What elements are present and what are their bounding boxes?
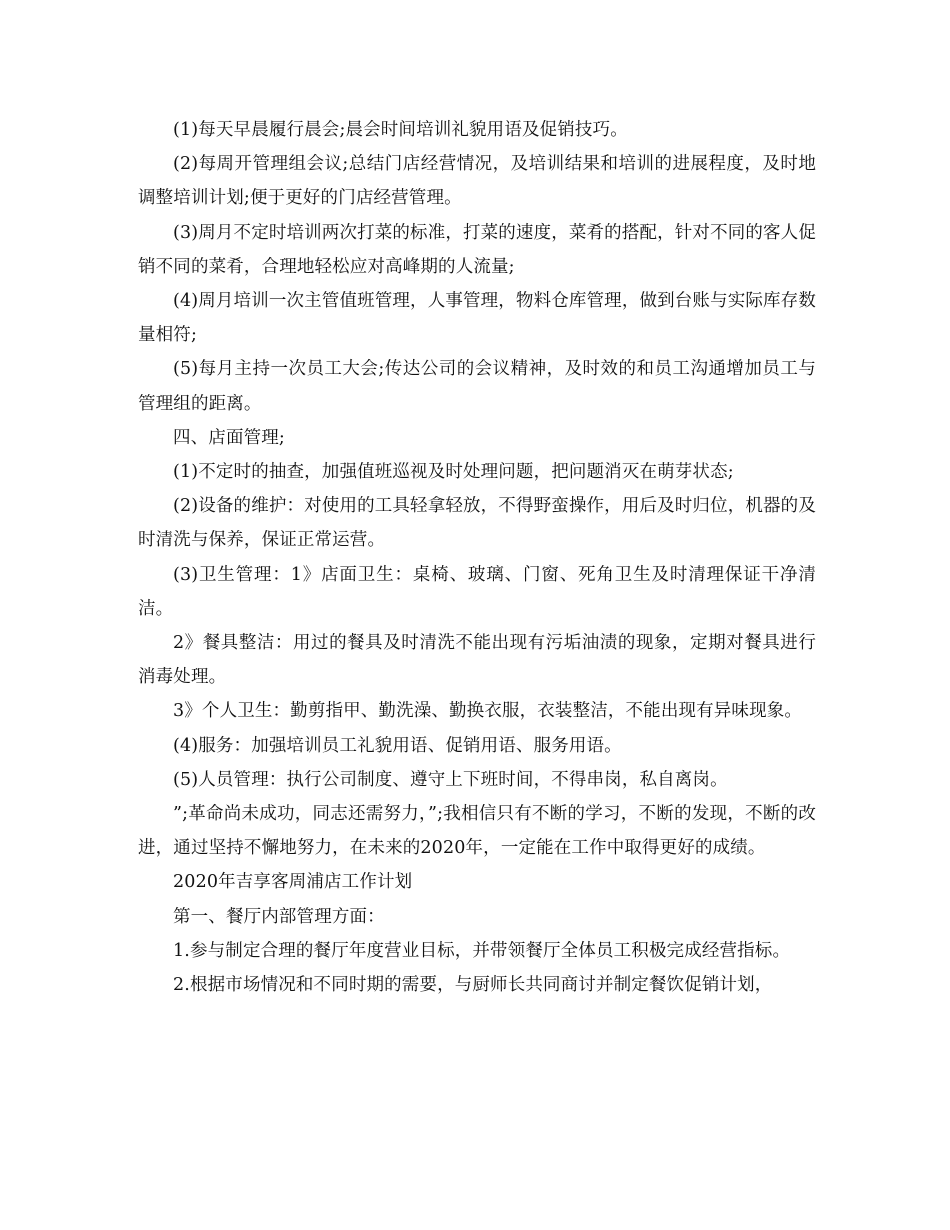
paragraph-1: (1)每天早晨履行晨会;晨会时间培训礼貌用语及促销技巧。 xyxy=(173,120,628,140)
paragraph-9: (3)卫生管理：1》店面卫生：桌椅、玻璃、门窗、死角卫生及时清理保证干净清洁。 xyxy=(138,564,816,619)
document-body xyxy=(138,113,816,1002)
paragraph-17: 1.参与制定合理的餐厅年度营业目标，并带领餐厅全体员工积极完成经营指标。 xyxy=(173,940,791,961)
section-heading-internal-management: 第一、餐厅内部管理方面： xyxy=(173,906,385,927)
plan-title: 2020年吉享客周浦店工作计划 xyxy=(173,872,413,893)
paragraph-14: ”;革命尚未成功，同志还需努力，”;我相信只有不断的学习，不断的发现，不断的改进，通过坚持不懈地努力，在未来的2020年，一定能在工作中取得更好的成绩。 xyxy=(138,804,816,859)
paragraph-10: 2》餐具整洁：用过的餐具及时清洗不能出现有污垢油渍的现象，定期对餐具进行消毒处理。 xyxy=(138,633,816,688)
paragraph-11: 3》个人卫生：勤剪指甲、勤洗澡、勤换衣服，衣装整洁，不能出现有异味现象。 xyxy=(173,701,803,722)
paragraph-8: (2)设备的维护：对使用的工具轻拿轻放，不得野蛮操作，用后及时归位，机器的及时清洗与保养，保证正常运营。 xyxy=(138,496,816,551)
paragraph-5: (5)每月主持一次员工大会;传达公司的会议精神，及时效的和员工沟通增加员工与管理组的距离。 xyxy=(138,359,816,414)
paragraph-7: (1)不定时的抽查，加强值班巡视及时处理问题，把问题消灭在萌芽状态; xyxy=(173,462,734,483)
section-heading-store-management: 四、店面管理; xyxy=(173,427,285,448)
paragraph-2: (2)每周开管理组会议;总结门店经营情况，及培训结果和培训的进展程度，及时地调整培训计划;便于更好的门店经营管理。 xyxy=(138,154,816,209)
paragraph-4: (4)周月培训一次主管值班管理，人事管理，物料仓库管理，做到台账与实际库存数量相符; xyxy=(138,291,816,346)
paragraph-13: (5)人员管理：执行公司制度、遵守上下班时间，不得串岗，私自离岗。 xyxy=(173,769,728,790)
paragraph-12: (4)服务：加强培训员工礼貌用语、促销用语、服务用语。 xyxy=(173,735,622,756)
paragraph-18: 2.根据市场情况和不同时期的需要，与厨师长共同商讨并制定餐饮促销计划， xyxy=(173,975,773,996)
paragraph-3: (3)周月不定时培训两次打菜的标准，打菜的速度，菜肴的搭配，针对不同的客人促销不同的菜肴，合理地轻松应对高峰期的人流量; xyxy=(138,222,816,277)
